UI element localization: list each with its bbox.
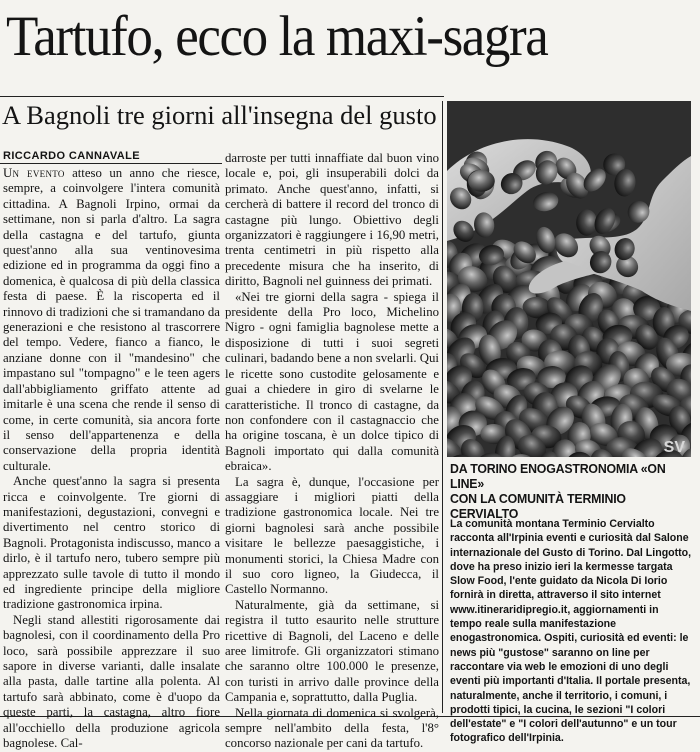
headline: Tartufo, ecco la maxi-sagra: [6, 5, 548, 68]
column1-paragraph-3: Negli stand allestiti rigorosamente dai bagnolesi, con il coordinamento della Pro loco, sarà possibile apprezzare il suo sapore in diverse varianti, dalle insalate alla pasta, dalle tartine alla polenta. Al tartufo sarà abbinato, come è d'uopo da queste parti, la castagna, altro fiore all'occhiello della produzione agricola bagnolese. Cal-: [3, 612, 220, 751]
photo-credit: SV: [663, 439, 685, 456]
column2-paragraph-3: La sagra è, dunque, l'occasione per assaggiare i migliori piatti della tradizione gastronomica locale. Nei tre giorni bagnolesi sarà anche possibile visitare le bellezze paesaggistiche, i monumenti storici, la Chiesa Madre con il suo coro ligneo, la Giudecca, il Castello Normanno.: [225, 474, 439, 597]
article-column-1: [3, 166, 220, 751]
subheadline: A Bagnoli tre giorni all'insegna del gusto: [2, 100, 437, 130]
sidebar-title-line-1: DA TORINO ENOGASTRONOMIA «ON LINE»: [450, 462, 666, 491]
column1-paragraph-1: [3, 166, 220, 474]
author-byline: RICCARDO CANNAVALE: [3, 150, 140, 162]
chestnuts-in-hands-illustration: [447, 101, 691, 457]
chestnuts-photo: [447, 101, 691, 457]
sidebar-body: [450, 517, 693, 746]
right-column-rule: [442, 101, 443, 713]
article-column-2: [225, 151, 439, 752]
sidebar-title: [450, 462, 690, 522]
column2-paragraph-1: darroste per tutti innaffiate dal buon vino locale e, poi, gli insuperabili dolci da primato. Anche quest'anno, infatti, si cercherà di battere il record del tronco di castagne più lungo. Obiettivo degli organizzatori è raggiungere i 16,90 metri, trenta centimetri in più rispetto alla precedente misura che ha inserito, di diritto, Bagnoli nel guinness dei primati.: [225, 151, 439, 289]
sidebar-paragraph: La comunità montana Terminio Cervialto racconta all'Irpinia eventi e curiosità dal Salone internazionale del Gusto di Torino. Dal Lingotto, dove ha preso inizio ieri la kermesse targata Slow Food, l'ente guidato da Nicola Di Iorio fornirà in diretta, attraverso il sito internet www.itineraridipregio.it, aggiornamenti in tempo reale sulla manifestazione enogastronomica. Ospiti, curiosità ed eventi: le news più "gustose" saranno on line per raccontare via web le emozioni di uno degli eventi più importanti d'Italia. Il portale presenta, naturalmente, anche il territorio, i comuni, i prodotti tipici, la cucina, le sezioni "I colori dell'estate" e "I colori dell'autunno" e un tour fotografico dell'Irpinia.: [450, 518, 692, 745]
lead-words: Un evento: [3, 166, 65, 180]
column2-paragraph-2: «Nei tre giorni della sagra - spiega il presidente della Pro loco, Michelino Nigro - ogni famiglia bagnolese mette a disposizione di tutti i suoi segreti culinari, badando bene a non svelarli. Qui le ricette sono custodite gelosamente e guai a chiedere in giro di svelarne le caratteristiche. Il tronco di castagne, da non confondere con il castagnaccio che ha origine toscana, è un dolce tipico di Bagnoli importato qui dalla comunità ebraica».: [225, 289, 439, 474]
column1-paragraph-1-text: atteso un anno che riesce, sempre, a coinvolgere l'intera comunità cittadina. A Bagnoli Irpino, ormai da settimane, non si parla d'altro. La sagra della castagna e del tartufo, giunta quest'anno alla sua ventinovesima edizione ed in programma da oggi fino a domenica, è qualcosa di più della classica festa di paese. È la riscoperta ed il rinnovo di tradizioni che si tramandano da generazioni e che resistono al trascorrere del tempo. Vedere, fianco a fianco, le anziane donne con il "mandesino" che impastano sul "tompagno" e le teen agers dall'abbigliamento griffato attente ad imitarle è una scena che rende il senso di come, in certe comunità, sia ancora forte il senso dell'appartenenza e della conservazione della propria identità culturale.: [3, 166, 220, 473]
sidebar-title-line-2: CON LA COMUNITÀ TERMINIO CERVIALTO: [450, 492, 626, 521]
column2-paragraph-4: Naturalmente, già da settimane, si registra il tutto esaurito nelle strutture ricettive di Bagnoli, del Laceno e delle aree limitrofe. Gli organizzatori stimano che saranno oltre 100.000 le presenze, con turisti in arrivo dalle province della Campania e, soprattutto, dalla Puglia.: [225, 597, 439, 705]
column1-paragraph-2: Anche quest'anno la sagra si presenta ricca e coinvolgente. Tre giorni di manifestazioni, degustazioni, convegni e divertimento nel centro storico di Bagnoli. Protagonista indiscusso, manco a dirlo, è il tartufo nero, tubero sempre più apprezzato sulle tavole di tutto il mondo ed ingrediente principe della migliore tradizione gastronomica irpina.: [3, 474, 220, 612]
column2-paragraph-5: Nella giornata di domenica si svolgerà, sempre nell'ambito della festa, l'8° concorso nazionale per cani da tartufo.: [225, 705, 439, 751]
byline-rule: [0, 163, 222, 164]
headline-rule: [0, 96, 444, 97]
